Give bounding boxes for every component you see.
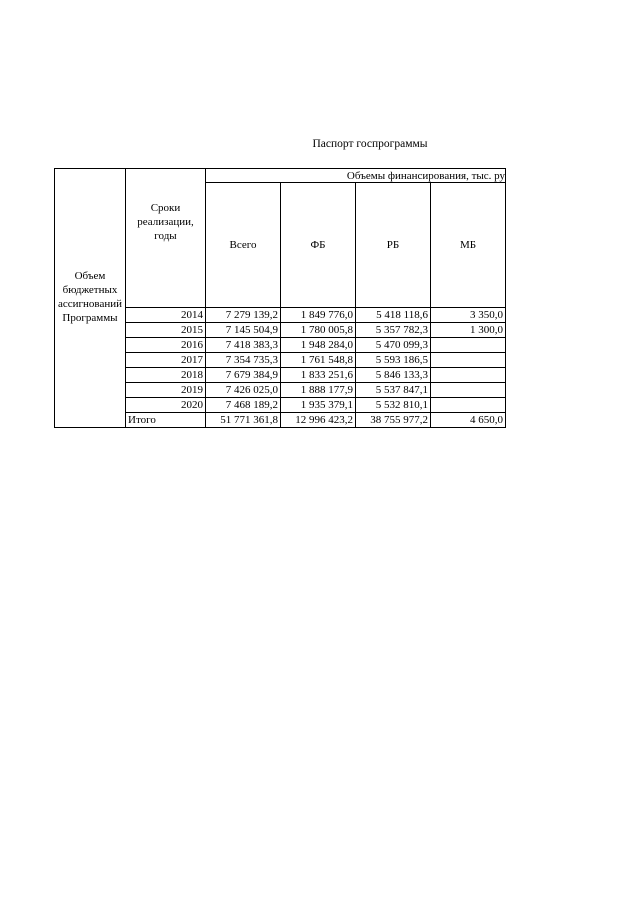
- col-header-rb: РБ: [356, 183, 431, 308]
- rb-cell: 5 537 847,1: [356, 383, 431, 398]
- rb-cell: 38 755 977,2: [356, 413, 431, 428]
- page-title: Паспорт госпрограммы: [312, 138, 428, 150]
- year-cell: 2017: [126, 353, 206, 368]
- rb-cell: 5 418 118,6: [356, 308, 431, 323]
- total-cell: 7 679 384,9: [206, 368, 281, 383]
- total-cell: 51 771 361,8: [206, 413, 281, 428]
- col-header-fb: ФБ: [281, 183, 356, 308]
- fb-cell: 1 948 284,0: [281, 338, 356, 353]
- year-cell: 2018: [126, 368, 206, 383]
- fb-cell: 1 888 177,9: [281, 383, 356, 398]
- years-header: Сроки реализации, годы: [126, 169, 206, 308]
- mb-cell: 3 350,0: [431, 308, 506, 323]
- fb-cell: 1 761 548,8: [281, 353, 356, 368]
- budget-allocation-label-cell: [55, 169, 126, 428]
- mb-cell: 4 650,0: [431, 413, 506, 428]
- rb-cell: 5 532 810,1: [356, 398, 431, 413]
- rb-cell: 5 357 782,3: [356, 323, 431, 338]
- mb-cell: 1 300,0: [431, 323, 506, 338]
- fb-cell: 1 833 251,6: [281, 368, 356, 383]
- total-cell: 7 145 504,9: [206, 323, 281, 338]
- year-cell: 2014: [126, 308, 206, 323]
- year-cell: 2020: [126, 398, 206, 413]
- rb-cell: 5 593 186,5: [356, 353, 431, 368]
- funding-table: [54, 168, 506, 428]
- year-cell: 2016: [126, 338, 206, 353]
- mb-cell: [431, 338, 506, 353]
- total-cell: 7 418 383,3: [206, 338, 281, 353]
- year-cell: 2015: [126, 323, 206, 338]
- funding-table-wrapper: [54, 168, 528, 432]
- fb-cell: 1 935 379,1: [281, 398, 356, 413]
- funding-header: Объемы финансирования, тыс. ру: [206, 169, 506, 183]
- year-cell: 2019: [126, 383, 206, 398]
- total-cell: 7 279 139,2: [206, 308, 281, 323]
- total-cell: 7 468 189,2: [206, 398, 281, 413]
- mb-cell: [431, 383, 506, 398]
- rb-cell: 5 470 099,3: [356, 338, 431, 353]
- col-header-total: Всего: [206, 183, 281, 308]
- col-header-mb: МБ: [431, 183, 506, 308]
- fb-cell: 1 780 005,8: [281, 323, 356, 338]
- mb-cell: [431, 353, 506, 368]
- budget-allocation-label: Объем бюджетных ассигнований Программы: [57, 270, 123, 324]
- total-label-cell: Итого: [126, 413, 206, 428]
- fb-cell: 12 996 423,2: [281, 413, 356, 428]
- rb-cell: 5 846 133,3: [356, 368, 431, 383]
- fb-cell: 1 849 776,0: [281, 308, 356, 323]
- mb-cell: [431, 398, 506, 413]
- mb-cell: [431, 368, 506, 383]
- total-cell: 7 354 735,3: [206, 353, 281, 368]
- total-cell: 7 426 025,0: [206, 383, 281, 398]
